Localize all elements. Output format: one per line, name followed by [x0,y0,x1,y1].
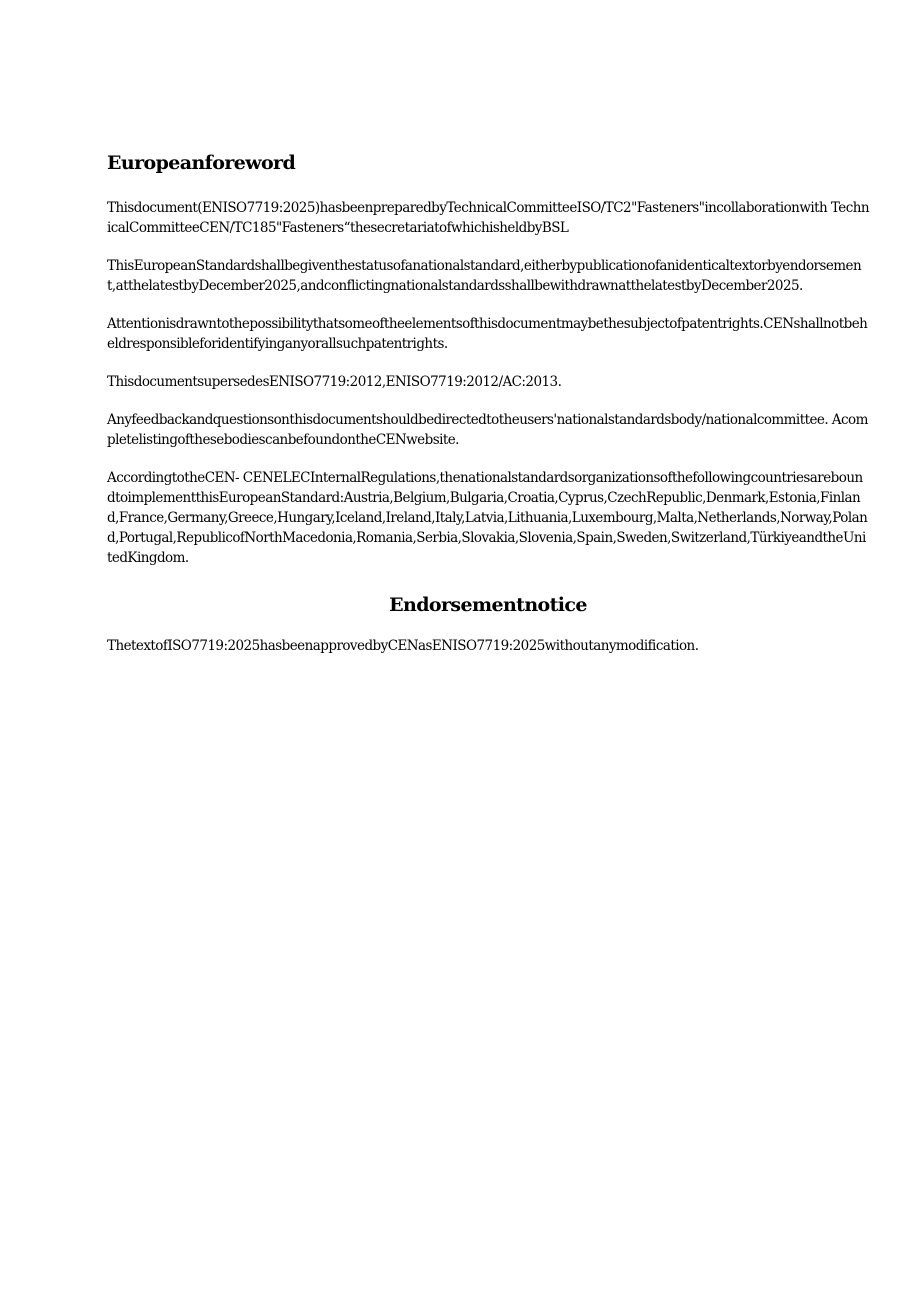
foreword-heading: Europeanforeword [107,152,296,174]
endorsement-paragraph: ThetextofISO7719:2025hasbeenapprovedbyCENasENISO7719:2025withoutanymodification. [107,638,699,654]
foreword-paragraph-preparation: Thisdocument(ENISO7719:2025)hasbeenpreparedbyTechnicalCommitteeISO/TC2"Fasteners"incollaborationwith TechnicalCommitteeCEN/TC185"Fasteners“thesecretariatofwhichisheldbyBSL [107,200,869,236]
foreword-paragraph-countries: AccordingtotheCEN- CENELECInternalRegulations,thenationalstandardsorganizationsofthefollowingcountriesareboundtoimplementthisEuropeanStandard:Austria,Belgium,Bulgaria,Croatia,Cyprus,CzechRepublic,Denmark,Estonia,Finland,France,Germany,Greece,Hungary,Iceland,Ireland,Italy,Latvia,Lithuania,Luxembourg,Malta,Netherlands,Norway,Poland,Portugal,RepublicofNorthMacedonia,Romania,Serbia,Slovakia,Slovenia,Spain,Sweden,Switzerland,TürkiyeandtheUnitedKingdom. [107,470,868,566]
endorsement-heading: Endorsementnotice [389,594,587,616]
foreword-paragraph-supersedes: ThisdocumentsupersedesENISO7719:2012,ENISO7719:2012/AC:2013. [107,374,562,390]
foreword-paragraph-feedback: Anyfeedbackandquestionsonthisdocumentshouldbedirectedtotheusers'nationalstandardsbody/nationalcommittee. AcompletelistingofthesebodiescanbefoundontheCENwebsite. [107,412,868,448]
document-page [107,150,869,674]
foreword-paragraph-patent-rights: Attentionisdrawntothepossibilitythatsomeoftheelementsofthisdocumentmaybethesubjectofpatentrights.CENshallnotbeheldresponsibleforidentifyinganyorallsuchpatentrights. [107,316,868,352]
foreword-paragraph-status: ThisEuropeanStandardshallbegiventhestatusofanationalstandard,eitherbypublicationofanidenticaltextorbyendorsement,atthelatestbyDecember2025,andconflictingnationalstandardsshallbewithdrawnatthelatestbyDecember2025. [107,258,862,294]
